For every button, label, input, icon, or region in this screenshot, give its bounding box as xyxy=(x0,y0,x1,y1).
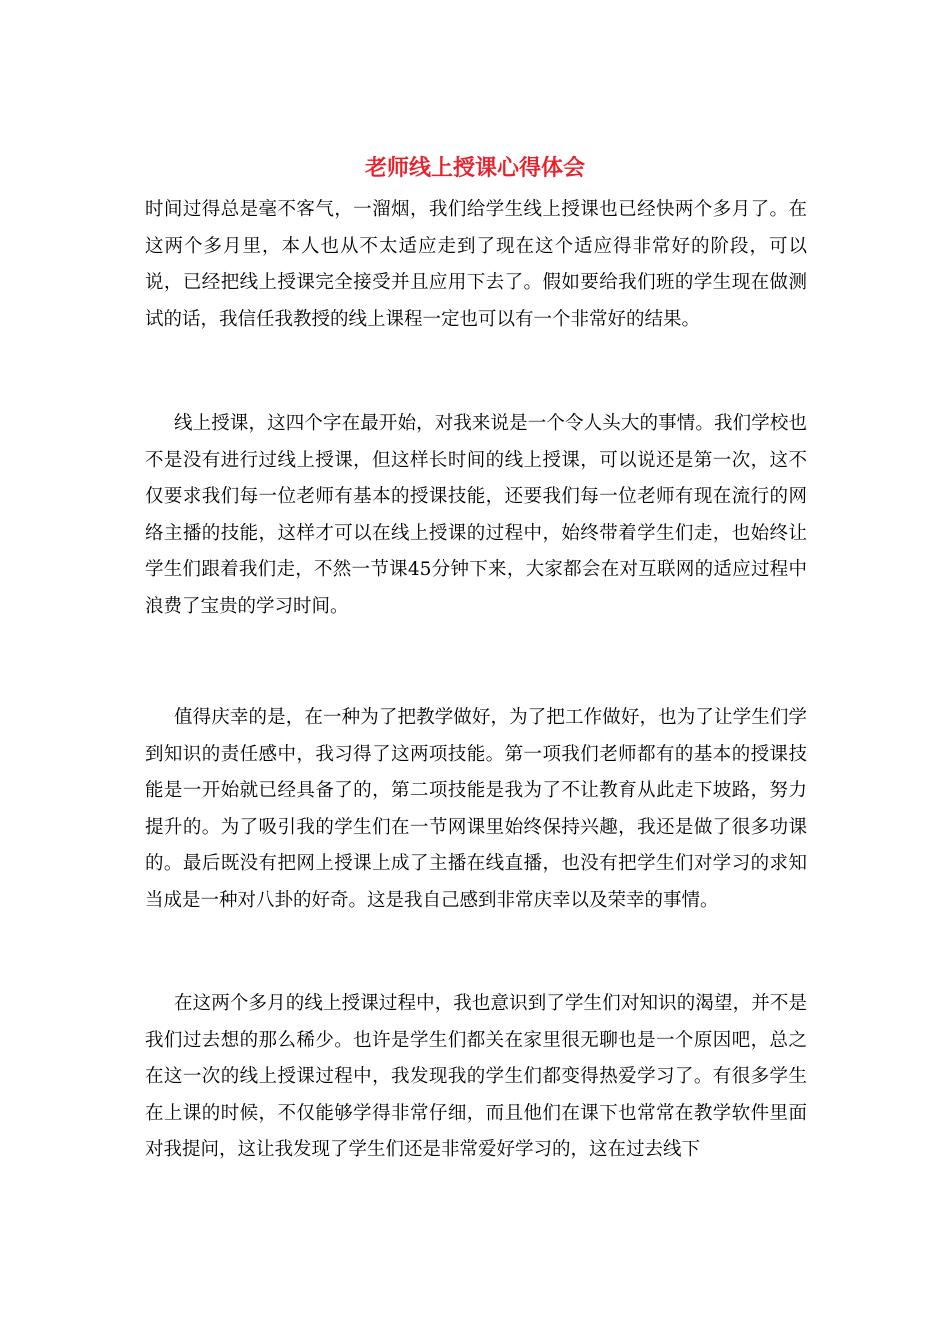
paragraph-1: 时间过得总是毫不客气，一溜烟，我们给学生线上授课也已经快两个多月了。在这两个多月里，本人也从不太适应走到了现在这个适应得非常好的阶段，可以说，已经把线上授课完全接受并且应用下去了。假如要给我们班的学生现在做测试的话，我信任我教授的线上课程一定也可以有一个非常好的结果。 xyxy=(145,199,807,330)
paragraph-3: 值得庆幸的是，在一种为了把教学做好，为了把工作做好，也为了让学生们学到知识的责任感中，我习得了这两项技能。第一项我们老师都有的基本的授课技能是一开始就已经具备了的，第二项技能是我为了不让教育从此走下坡路，努力提升的。为了吸引我的学生们在一节网课里始终保持兴趣，我还是做了很多功课的。最后既没有把网上授课上成了主播在线直播，也没有把学生们对学习的求知当成是一种对八卦的好奇。这是我自己感到非常庆幸以及荣幸的事情。 xyxy=(145,707,807,911)
paragraph-4: 在这两个多月的线上授课过程中，我也意识到了学生们对知识的渴望，并不是我们过去想的那么稀少。也许是学生们都关在家里很无聊也是一个原因吧，总之在这一次的线上授课过程中，我发现我的学生们都变得热爱学习了。有很多学生在上课的时候，不仅能够学得非常仔细，而且他们在课下也常常在教学软件里面对我提问，这让我发现了学生们还是非常爱好学习的，这在过去线下 xyxy=(145,993,807,1160)
paragraph-2: 线上授课，这四个字在最开始，对我来说是一个令人头大的事情。我们学校也不是没有进行过线上授课，但这样长时间的线上授课，可以说还是第一次，这不仅要求我们每一位老师有基本的授课技能，还要我们每一位老师有现在流行的网络主播的技能，这样才可以在线上授课的过程中，始终带着学生们走，也始终让学生们跟着我们走，不然一节课45分钟下来，大家都会在对互联网的适应过程中浪费了宝贵的学习时间。 xyxy=(145,413,807,617)
document-title: 老师线上授课心得体会 xyxy=(364,155,585,181)
